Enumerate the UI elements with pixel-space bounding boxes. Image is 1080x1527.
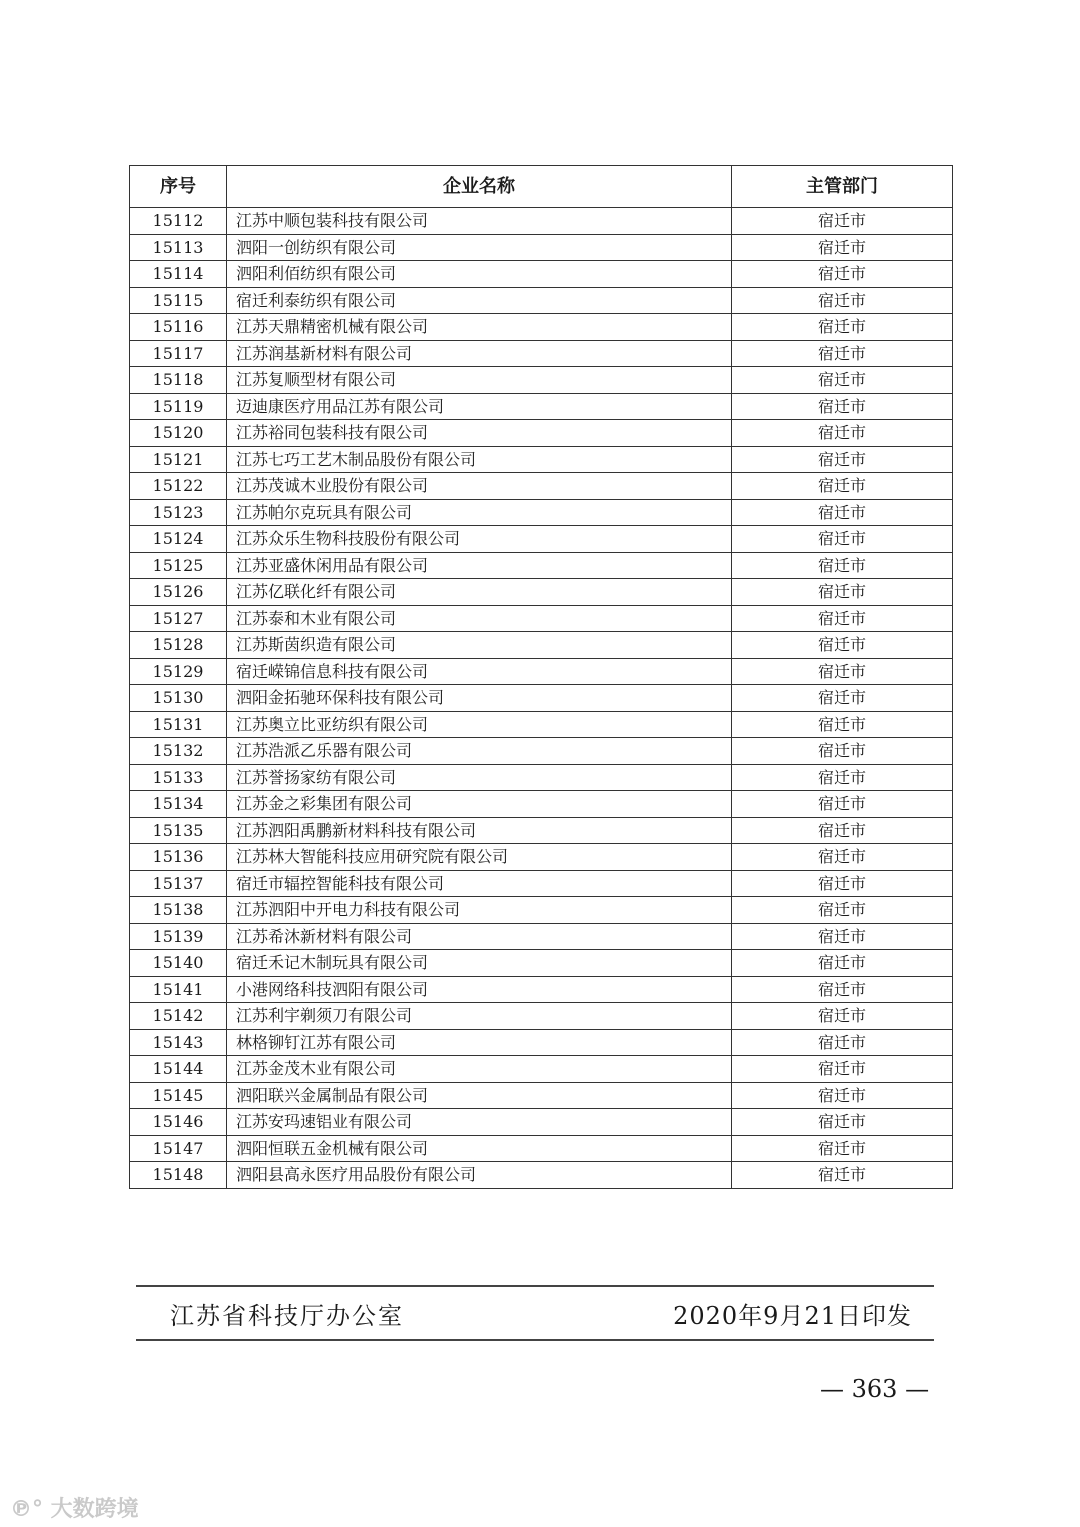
row-department: 宿迁市 [732,738,953,765]
table-row [130,1003,953,1030]
table-row [130,817,953,844]
row-company-name: 江苏茂诚木业股份有限公司 [227,473,732,500]
row-department: 宿迁市 [732,764,953,791]
row-serial: 15146 [130,1109,227,1136]
table-row [130,473,953,500]
row-serial: 15112 [130,208,227,235]
row-department: 宿迁市 [732,579,953,606]
table-row [130,632,953,659]
row-department: 宿迁市 [732,791,953,818]
table-row [130,1056,953,1083]
row-company-name: 江苏金茂木业有限公司 [227,1056,732,1083]
table-row [130,950,953,977]
row-serial: 15123 [130,499,227,526]
row-company-name: 宿迁市辐控智能科技有限公司 [227,870,732,897]
row-serial: 15118 [130,367,227,394]
row-serial: 15120 [130,420,227,447]
row-serial: 15148 [130,1162,227,1189]
row-serial: 15133 [130,764,227,791]
row-department: 宿迁市 [732,897,953,924]
table-row [130,446,953,473]
row-company-name: 江苏安玛速铝业有限公司 [227,1109,732,1136]
company-table-container [129,165,952,1189]
row-serial: 15142 [130,1003,227,1030]
row-company-name: 宿迁嵘锦信息科技有限公司 [227,658,732,685]
table-row [130,314,953,341]
row-department: 宿迁市 [732,1056,953,1083]
table-row [130,1109,953,1136]
row-serial: 15117 [130,340,227,367]
row-company-name: 江苏奥立比亚纺织有限公司 [227,711,732,738]
row-company-name: 小港网络科技泗阳有限公司 [227,976,732,1003]
row-department: 宿迁市 [732,261,953,288]
row-company-name: 泗阳金拓驰环保科技有限公司 [227,685,732,712]
header-company-name: 企业名称 [227,166,732,208]
row-department: 宿迁市 [732,393,953,420]
row-serial: 15116 [130,314,227,341]
row-department: 宿迁市 [732,685,953,712]
row-company-name: 江苏亿联化纤有限公司 [227,579,732,606]
table-row [130,1029,953,1056]
row-department: 宿迁市 [732,1109,953,1136]
table-row [130,420,953,447]
table-row [130,658,953,685]
row-company-name: 江苏林大智能科技应用研究院有限公司 [227,844,732,871]
row-company-name: 宿迁禾记木制玩具有限公司 [227,950,732,977]
row-company-name: 江苏润基新材料有限公司 [227,340,732,367]
row-company-name: 江苏誉扬家纺有限公司 [227,764,732,791]
table-row [130,923,953,950]
row-department: 宿迁市 [732,234,953,261]
watermark-logo [10,1492,139,1523]
row-company-name: 江苏中顺包装科技有限公司 [227,208,732,235]
watermark-text: 大数跨境 [50,1497,139,1522]
row-company-name: 江苏利宇剃须刀有限公司 [227,1003,732,1030]
row-serial: 15141 [130,976,227,1003]
row-serial: 15129 [130,658,227,685]
row-department: 宿迁市 [732,1082,953,1109]
table-row [130,234,953,261]
row-company-name: 宿迁利泰纺织有限公司 [227,287,732,314]
table-row [130,1082,953,1109]
row-company-name: 江苏希沐新材料有限公司 [227,923,732,950]
row-company-name: 泗阳一创纺织有限公司 [227,234,732,261]
table-row [130,738,953,765]
row-company-name: 江苏天鼎精密机械有限公司 [227,314,732,341]
table-row [130,605,953,632]
table-row [130,340,953,367]
row-serial: 15126 [130,579,227,606]
footer-top-rule [136,1285,934,1287]
row-serial: 15114 [130,261,227,288]
row-department: 宿迁市 [732,420,953,447]
table-row [130,393,953,420]
row-company-name: 江苏亚盛休闲用品有限公司 [227,552,732,579]
row-serial: 15128 [130,632,227,659]
row-company-name: 江苏七巧工艺木制品股份有限公司 [227,446,732,473]
row-company-name: 江苏泗阳禹鹏新材料科技有限公司 [227,817,732,844]
row-serial: 15135 [130,817,227,844]
row-company-name: 林格铆钉江苏有限公司 [227,1029,732,1056]
row-serial: 15119 [130,393,227,420]
watermark-icon: ℗° [10,1497,43,1522]
row-department: 宿迁市 [732,473,953,500]
table-row [130,579,953,606]
row-company-name: 泗阳利佰纺织有限公司 [227,261,732,288]
row-company-name: 江苏金之彩集团有限公司 [227,791,732,818]
company-table [129,165,953,1189]
row-company-name: 江苏斯茵织造有限公司 [227,632,732,659]
table-row [130,764,953,791]
table-header-row [130,166,953,208]
table-row [130,208,953,235]
row-department: 宿迁市 [732,1029,953,1056]
table-row [130,1135,953,1162]
table-row [130,976,953,1003]
table-row [130,261,953,288]
footer-issuer: 江苏省科技厅办公室 [170,1302,404,1330]
header-serial: 序号 [130,166,227,208]
table-row [130,526,953,553]
row-serial: 15145 [130,1082,227,1109]
row-serial: 15139 [130,923,227,950]
table-row [130,367,953,394]
row-serial: 15143 [130,1029,227,1056]
row-company-name: 江苏复顺型材有限公司 [227,367,732,394]
table-row [130,287,953,314]
row-serial: 15144 [130,1056,227,1083]
row-company-name: 江苏帕尔克玩具有限公司 [227,499,732,526]
row-serial: 15127 [130,605,227,632]
row-serial: 15147 [130,1135,227,1162]
row-department: 宿迁市 [732,1162,953,1189]
row-department: 宿迁市 [732,711,953,738]
row-department: 宿迁市 [732,632,953,659]
row-serial: 15115 [130,287,227,314]
table-body [130,208,953,1189]
row-department: 宿迁市 [732,844,953,871]
row-department: 宿迁市 [732,1003,953,1030]
row-department: 宿迁市 [732,340,953,367]
row-company-name: 江苏泗阳中开电力科技有限公司 [227,897,732,924]
table-row [130,791,953,818]
table-row [130,1162,953,1189]
row-serial: 15130 [130,685,227,712]
row-department: 宿迁市 [732,976,953,1003]
row-serial: 15113 [130,234,227,261]
row-company-name: 江苏众乐生物科技股份有限公司 [227,526,732,553]
table-row [130,685,953,712]
row-serial: 15134 [130,791,227,818]
footer-date: 2020年9月21日印发 [673,1302,912,1330]
row-serial: 15121 [130,446,227,473]
row-department: 宿迁市 [732,367,953,394]
row-department: 宿迁市 [732,446,953,473]
row-department: 宿迁市 [732,526,953,553]
row-department: 宿迁市 [732,552,953,579]
row-company-name: 泗阳恒联五金机械有限公司 [227,1135,732,1162]
row-department: 宿迁市 [732,870,953,897]
page-number: — 363 — [820,1375,930,1403]
row-department: 宿迁市 [732,208,953,235]
table-row [130,897,953,924]
table-row [130,844,953,871]
row-department: 宿迁市 [732,499,953,526]
row-company-name: 泗阳县高永医疗用品股份有限公司 [227,1162,732,1189]
row-department: 宿迁市 [732,923,953,950]
row-serial: 15140 [130,950,227,977]
row-serial: 15137 [130,870,227,897]
row-serial: 15124 [130,526,227,553]
row-serial: 15132 [130,738,227,765]
row-company-name: 江苏裕同包装科技有限公司 [227,420,732,447]
row-department: 宿迁市 [732,287,953,314]
row-department: 宿迁市 [732,605,953,632]
row-department: 宿迁市 [732,1135,953,1162]
table-row [130,499,953,526]
row-company-name: 江苏泰和木业有限公司 [227,605,732,632]
header-department: 主管部门 [732,166,953,208]
row-serial: 15125 [130,552,227,579]
table-row [130,870,953,897]
row-department: 宿迁市 [732,950,953,977]
row-serial: 15138 [130,897,227,924]
table-row [130,552,953,579]
row-department: 宿迁市 [732,658,953,685]
row-serial: 15122 [130,473,227,500]
row-company-name: 江苏浩派乙乐器有限公司 [227,738,732,765]
footer-bottom-rule [136,1339,934,1341]
row-company-name: 泗阳联兴金属制品有限公司 [227,1082,732,1109]
row-serial: 15131 [130,711,227,738]
row-department: 宿迁市 [732,817,953,844]
row-department: 宿迁市 [732,314,953,341]
table-row [130,711,953,738]
row-serial: 15136 [130,844,227,871]
row-company-name: 迈迪康医疗用品江苏有限公司 [227,393,732,420]
